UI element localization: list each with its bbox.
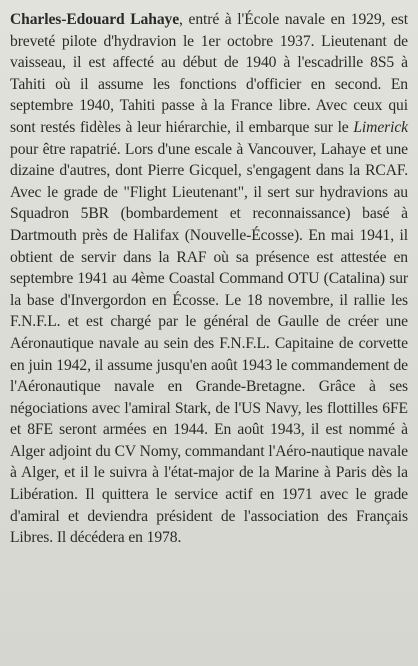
ship-name: Limerick	[353, 118, 408, 136]
person-name: Charles-Edouard Lahaye	[10, 11, 180, 28]
text-segment-before-ship: , entré à l'École navale en 1929, est breveté pilote d'hydravion le 1er octobre 1937. Lieutenant de vaisseau, il est affecté au début de 1940 à l'escadrille 8S5 à Tahiti où il assume les fonctions d'officier en second. En septembre 1940, Tahiti passe à la France libre. Avec ceux qui sont restés fidèles à leur hiérarchie, il embarque sur le	[10, 11, 409, 136]
biography-paragraph	[10, 9, 408, 549]
text-segment-after-ship: pour être rapatrié. Lors d'une escale à Vancouver, Lahaye et une dizaine d'autres, dont Pierre Gicquel, s'engagent dans la RCAF. Avec le grade de "Flight Lieutenant", il sert sur hydravions au Squadron 5BR (bombardement et reconnaissance) basé à Dartmouth près de Halifax (Nouvelle-Écosse). En mai 1941, il obtient de servir dans la RAF où sa présence est attestée en septembre 1941 au 4ème Coastal Command OTU (Catalina) sur la base d'Invergordon en Écosse. Le 18 novembre, il rallie les F.N.F.L. et est chargé par le général de Gaulle de créer une Aéronautique navale au sein des F.N.F.L. Capitaine de corvette en juin 1942, il assume jusqu'en août 1943 le commandement de l'Aéronautique navale en Grande-Bretagne. Grâce à ses négociations avec l'amiral Stark, de l'US Navy, les flottilles 6FE et 8FE seront armées en 1944. En août 1943, il est nommé à Alger adjoint du CV Nomy, commandant l'Aéro-nautique navale à Alger, et il le suivra à l'état-major de la Marine à Paris dès la Libération. Il quittera le service actif en 1971 avec le grade d'amiral et deviendra président de l'association des Français Libres. Il décédera en 1978.	[10, 140, 408, 547]
